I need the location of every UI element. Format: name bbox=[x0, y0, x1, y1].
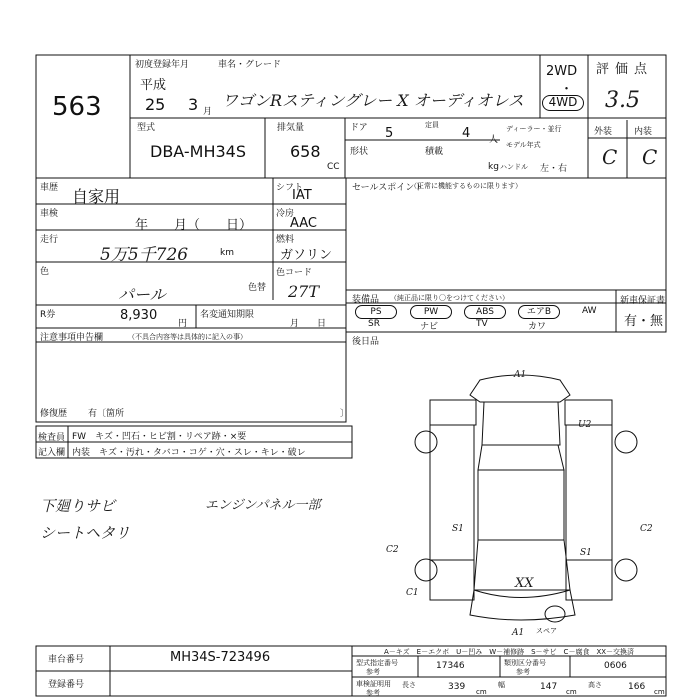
era: 平成 bbox=[140, 78, 167, 93]
warranty-label: 新車保証書 bbox=[620, 296, 666, 306]
note-seat: シートヘタリ bbox=[40, 524, 131, 542]
caution-label: 注意事項申告欄 bbox=[40, 333, 104, 343]
color: パール bbox=[118, 285, 166, 304]
kg-unit: kg bbox=[488, 162, 499, 172]
car-name: ワゴンRスティングレー X オーディオレス bbox=[222, 91, 524, 110]
length-unit: cm bbox=[476, 688, 487, 696]
year: 25 bbox=[145, 95, 166, 114]
category: 0606 bbox=[604, 661, 627, 671]
fuel: ガソリン bbox=[280, 248, 333, 263]
recycle: 8,930 bbox=[120, 308, 158, 323]
cc-unit: CC bbox=[327, 162, 340, 172]
int-label: 記入欄 bbox=[38, 448, 66, 458]
shift: IAT bbox=[292, 188, 312, 203]
exterior-label: 外装 bbox=[594, 127, 613, 137]
equip-leather: カワ bbox=[528, 322, 547, 332]
model-designation-label: 型式指定番号 bbox=[356, 659, 398, 667]
car-name-label: 車名・グレード bbox=[218, 60, 282, 70]
sales-label: セールスポイント bbox=[352, 183, 424, 193]
note-underbody: 下廻りサビ bbox=[40, 497, 116, 515]
mark-rear: A1 bbox=[512, 628, 525, 638]
height-unit: cm bbox=[654, 688, 665, 696]
capacity: 4 bbox=[462, 126, 471, 141]
color-label: 色 bbox=[40, 267, 50, 277]
mark-xx: XX bbox=[515, 576, 534, 591]
int-items: 内装 キズ・汚れ・タバコ・コゲ・穴・スレ・キレ・破レ bbox=[72, 448, 306, 458]
drive-4wd: 4WD bbox=[542, 95, 584, 111]
mark-c2-right: C2 bbox=[640, 524, 653, 534]
aircon-label: 冷房 bbox=[276, 209, 295, 219]
width-unit: cm bbox=[566, 688, 577, 696]
shift-label: シフト bbox=[276, 183, 304, 193]
dealer-label: ディーラー・並行 bbox=[506, 125, 562, 133]
mileage-label: 走行 bbox=[40, 235, 59, 245]
doors-label: ドア bbox=[350, 123, 368, 133]
aircon: AAC bbox=[290, 216, 317, 231]
first-reg-label: 初度登録年月 bbox=[135, 60, 190, 70]
height-label: 高さ bbox=[588, 681, 602, 689]
ext-items: FW キズ・凹石・ヒビ割・リペア跡・×要 bbox=[72, 432, 247, 442]
ext-label: 検査員 bbox=[38, 433, 66, 443]
grade-label: 評価点 bbox=[596, 62, 654, 77]
chassis-number: MH34S-723496 bbox=[170, 650, 271, 665]
sales-note: （正常に機能するものに限ります） bbox=[410, 182, 522, 190]
exterior-grade: C bbox=[602, 145, 618, 169]
history-label: 車歴 bbox=[40, 183, 59, 193]
yen-unit: 円 bbox=[178, 319, 188, 329]
doors: 5 bbox=[385, 126, 394, 141]
equip-abs: ABS bbox=[464, 305, 506, 319]
mileage: 5万5千726 bbox=[100, 245, 189, 265]
capacity-label: 定員 bbox=[425, 121, 439, 129]
equip-pw: PW bbox=[410, 305, 452, 319]
diagram-legend: A－キズ E－エクボ U－凹み W－補修跡 S－サビ C－腐食 XX－交換済 bbox=[384, 648, 635, 656]
handle: 左・右 bbox=[540, 164, 568, 174]
person-unit: 人 bbox=[489, 135, 499, 145]
mark-s1-left: S1 bbox=[452, 524, 464, 534]
caution-note: （不具合内容等は具体的に記入の事） bbox=[128, 333, 247, 341]
notice-label: 名変通知期限 bbox=[200, 310, 255, 320]
repair: 有〔箇所 bbox=[88, 409, 125, 419]
model-label: 型式 bbox=[137, 123, 156, 133]
mark-c2-left: C2 bbox=[386, 545, 399, 555]
recycle-label: R券 bbox=[40, 310, 56, 320]
load-label: 積載 bbox=[425, 147, 444, 157]
interior-grade: C bbox=[642, 145, 658, 169]
model-year-label: モデル年式 bbox=[506, 141, 541, 149]
color-change-label: 色替 bbox=[248, 283, 267, 293]
width: 147 bbox=[540, 682, 558, 692]
color-code-label: 色コード bbox=[276, 268, 313, 278]
displacement: 658 bbox=[290, 142, 321, 161]
reg-label: 登録番号 bbox=[48, 680, 85, 690]
equip-sr: SR bbox=[368, 319, 380, 329]
chassis-label: 車台番号 bbox=[48, 655, 85, 665]
equip-aw: AW bbox=[582, 306, 597, 316]
length: 339 bbox=[448, 682, 466, 692]
category-ref: 参考 bbox=[516, 668, 530, 676]
width-label: 幅 bbox=[498, 681, 505, 689]
drive-dot: ・ bbox=[560, 82, 574, 97]
equipment-label: 装備品 bbox=[352, 295, 380, 305]
drive-2wd: 2WD bbox=[546, 64, 578, 79]
equip-tv: TV bbox=[476, 319, 488, 329]
model-designation-ref: 参考 bbox=[366, 668, 380, 676]
note-engine: エンジンパネル一部 bbox=[205, 498, 321, 513]
km-unit: km bbox=[220, 248, 234, 258]
after-label: 後日品 bbox=[352, 337, 380, 347]
length-label: 長さ bbox=[402, 681, 416, 689]
inspection-label: 車検 bbox=[40, 209, 59, 219]
cert-ref: 参考 bbox=[366, 689, 380, 697]
fuel-label: 燃料 bbox=[276, 235, 295, 245]
mark-s1-right: S1 bbox=[580, 548, 592, 558]
interior-label: 内装 bbox=[634, 127, 653, 137]
warranty: 有・無 bbox=[624, 314, 664, 329]
month: 3 bbox=[188, 95, 199, 114]
displacement-label: 排気量 bbox=[277, 123, 305, 133]
height: 166 bbox=[628, 682, 646, 692]
mark-u2: U2 bbox=[578, 420, 592, 430]
month-unit: 月 bbox=[203, 107, 213, 117]
equip-ps: PS bbox=[355, 305, 397, 319]
mark-spare: スペア bbox=[536, 627, 557, 635]
equip-navi: ナビ bbox=[420, 322, 439, 332]
lot-number: 563 bbox=[52, 92, 102, 122]
cert-label: 車検証明用 bbox=[356, 680, 391, 688]
mark-c1: C1 bbox=[406, 588, 419, 598]
inspection: 年 月（ 日） bbox=[135, 218, 253, 233]
history: 自家用 bbox=[72, 187, 121, 206]
category-label: 類別区分番号 bbox=[504, 659, 546, 667]
color-code: 27T bbox=[288, 282, 320, 301]
body-label: 形状 bbox=[350, 147, 369, 157]
model: DBA-MH34S bbox=[150, 142, 247, 161]
repair-label: 修復歴 bbox=[40, 409, 68, 419]
score: 3.5 bbox=[605, 88, 640, 113]
model-designation: 17346 bbox=[436, 661, 465, 671]
equipment-note: （純正品に限り〇をつけてください） bbox=[390, 294, 509, 302]
equip-airbag: エアB bbox=[518, 305, 560, 319]
handle-label: ハンドル bbox=[500, 163, 528, 171]
mark-front: A1 bbox=[514, 370, 527, 380]
notice: 月 日 bbox=[290, 319, 327, 329]
repair-end: 〕 bbox=[340, 409, 350, 419]
